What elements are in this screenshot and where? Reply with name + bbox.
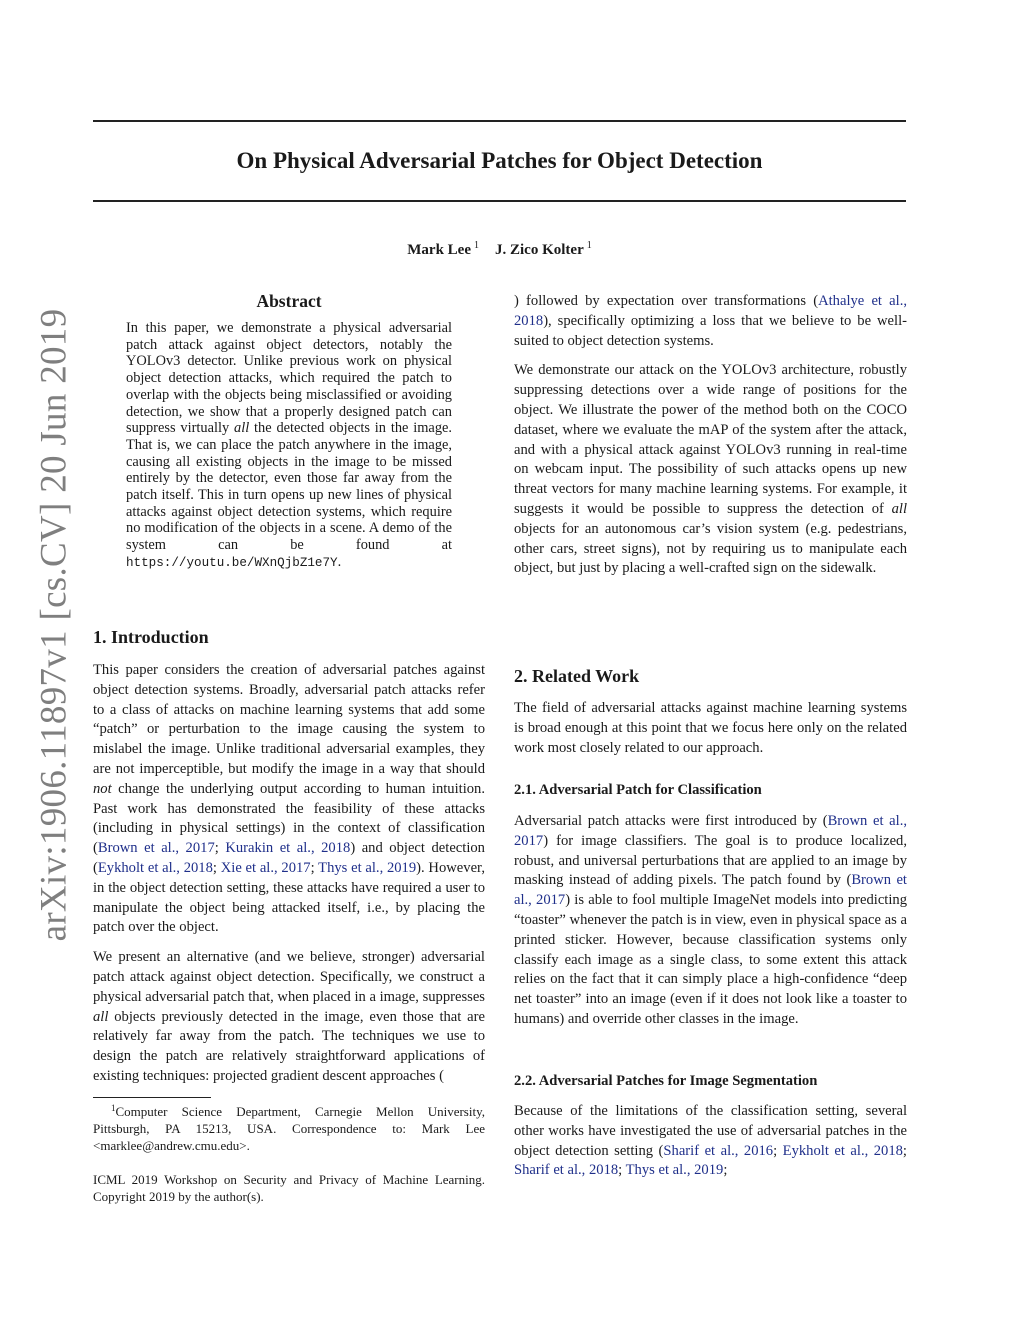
related-paragraph-3: Because of the limitations of the classification setting, several other works have investigated the use of adversarial patches in the object detection setting (Sharif et al., 2016; Eykholt et al., 2018; Sharif et al., 2018; Thys et al., 2019; [514,1103,907,1179]
left-column-body [93,661,485,1087]
citation-link[interactable]: Kurakin et al., 2018 [225,840,351,857]
abstract-text: In this paper, we demonstrate a physical adversarial patch attack against object detectors, notably the YOLOv3 detector. Unlike previous work on physical object detection attacks, which required the patch to overlap with the objects being misclassified or avoiding detection, we show that a properly designed patch can suppress virtually all the detected objects in the image. That is, we can place the patch anywhere in the image, causing all existing objects in the image to be missed entirely by the detector, even those far away from the patch itself. This in turn opens up new lines of physical attacks against object detection systems, which require no modification of the objects in a scene. A demo of the system can be found at https://youtu.be/WXnQjbZ1e7Y. [126,320,452,570]
subsection-body-patch-segmentation [514,1102,907,1181]
affiliation-mark: 1 [586,240,592,251]
author-list [93,236,906,260]
emphasis: all [891,500,907,517]
demo-link[interactable]: https://youtu.be/WXnQjbZ1e7Y [126,555,338,570]
emphasis: not [93,780,112,797]
affiliation-mark: 1 [474,240,479,251]
intro-paragraph-2-end: ) followed by expectation over transformations (Athalye et al., 2018), specifically optimizing a loss that we believe to be well-suited to object detection systems. [514,293,907,349]
citation-link[interactable]: Brown et al., 2017 [97,840,215,857]
subsection-heading-patch-classification: 2.1. Adversarial Patch for Classification [514,782,762,798]
citation-link[interactable]: Brown et al., 2017 [514,813,907,849]
abstract-heading: Abstract [256,291,322,311]
subsection-body-patch-classification [514,812,907,1030]
citation-link[interactable]: Eykholt et al., 2018 [782,1142,903,1159]
footnote-affiliation: $^1$Computer Science Department, Carnegie Mellon University, Pittsburgh, PA 15213, USA. Correspondence to: Mark Lee <marklee@andrew.cmu.edu>. [93,1103,485,1153]
citation-link[interactable]: Sharif et al., 2018 [514,1162,619,1179]
related-paragraph-2: Adversarial patch attacks were first introduced by (Brown et al., 2017) for image classifiers. The goal is to produce localized, robust, and universal perturbations that are applied to an image by masking instead of adding pixels. The patch found by (Brown et al., 2017) is able to fool multiple ImageNet models into predicting “toaster” whenever the patch is in view, even in physical space as a printed sticker. However, because classification systems only classify each image as a single class, to some extent this attack relies on the fact that it can simply place a high-confidence “deep net toaster” into an image (even if it does not look like a toaster to humans) and override other classes in the image. [514,813,907,1027]
right-column-body-top [514,292,907,579]
author-name: J. Zico Kolter [495,242,584,258]
emphasis: all [234,420,250,437]
intro-paragraph-2-start: We present an alternative (and we believe, stronger) adversarial patch attack against object detection. Specifically, we construct a physical adversarial patch that, when placed in a image, suppresses all objects previously detected in the image, even those that are relatively far away from the patch. The techniques we use to design the patch are relatively straightforward applications of existing techniques: projected gradient descent approaches ( [93,949,485,1084]
intro-paragraph-1: This paper considers the creation of adversarial patches against object detection systems. Broadly, adversarial patch attacks refer to a class of attacks on machine learning systems that add some “patch” or perturbation to the image causing the system to mislabel the image. Unlike traditional adversarial examples, they are not imperceptible, but modify the image in a way that should not change the underlying output according to human intuition. Past work has demonstrated the feasibility of these attacks (including in physical settings) in the context of classification (Brown et al., 2017; Kurakin et al., 2018) and object detection (Eykholt et al., 2018; Xie et al., 2017; Thys et al., 2019). However, in the object detection setting, these attacks have required a user to manipulate the object being attacked itself, i.e., by placing the patch over the object. [93,662,485,936]
paper-title: On Physical Adversarial Patches for Object Detection [236,148,763,173]
footnote-rule [93,1097,211,1098]
section-heading-introduction: 1. Introduction [93,627,209,647]
citation-link[interactable]: Sharif et al., 2016 [663,1142,774,1159]
arxiv-identifier: arXiv:1906.11897v1 [cs.CV] 20 Jun 2019 [33,308,75,942]
citation-link[interactable]: Thys et al., 2019 [625,1162,724,1179]
related-work-intro [514,699,907,758]
citation-link[interactable]: Athalye et al., 2018 [514,293,907,329]
subsection-heading-patch-segmentation: 2.2. Adversarial Patches for Image Segmentation [514,1073,818,1089]
related-paragraph-1: The field of adversarial attacks against machine learning systems is broad enough at this point that we focus here only on the related work most closely related to our approach. [514,700,907,756]
emphasis: all [93,1008,109,1025]
citation-link[interactable]: Xie et al., 2017 [220,859,311,876]
citation-link[interactable]: Eykholt et al., 2018 [97,859,213,876]
citation-link[interactable]: Thys et al., 2019 [318,859,417,876]
author-name: Mark Lee [407,242,471,258]
title-rule-top [93,120,906,122]
footnote-venue: ICML 2019 Workshop on Security and Privacy of Machine Learning. Copyright 2019 by the author(s). [93,1172,485,1204]
citation-link[interactable]: Brown et al., 2017 [514,872,907,909]
section-heading-related-work: 2. Related Work [514,666,640,686]
intro-paragraph-3: We demonstrate our attack on the YOLOv3 architecture, robustly suppressing detections over a wide range of positions for the object. We illustrate the power of the method both on the COCO dataset, where we evaluate the mAP of the system after the attack, and with a physical attack against YOLOv3 running in real-time on webcam input. The possibility of such attacks opens up new threat vectors for many machine learning systems. For example, it suggests it would be possible to suppress the detection of all objects for an autonomous car’s vision system (e.g. pedestrians, other cars, street signs), not by requiring us to manipulate each object, but just by placing a well-crafted sign on the sidewalk. [514,362,907,577]
title-rule-bottom [93,200,906,202]
footnote [93,1100,485,1205]
